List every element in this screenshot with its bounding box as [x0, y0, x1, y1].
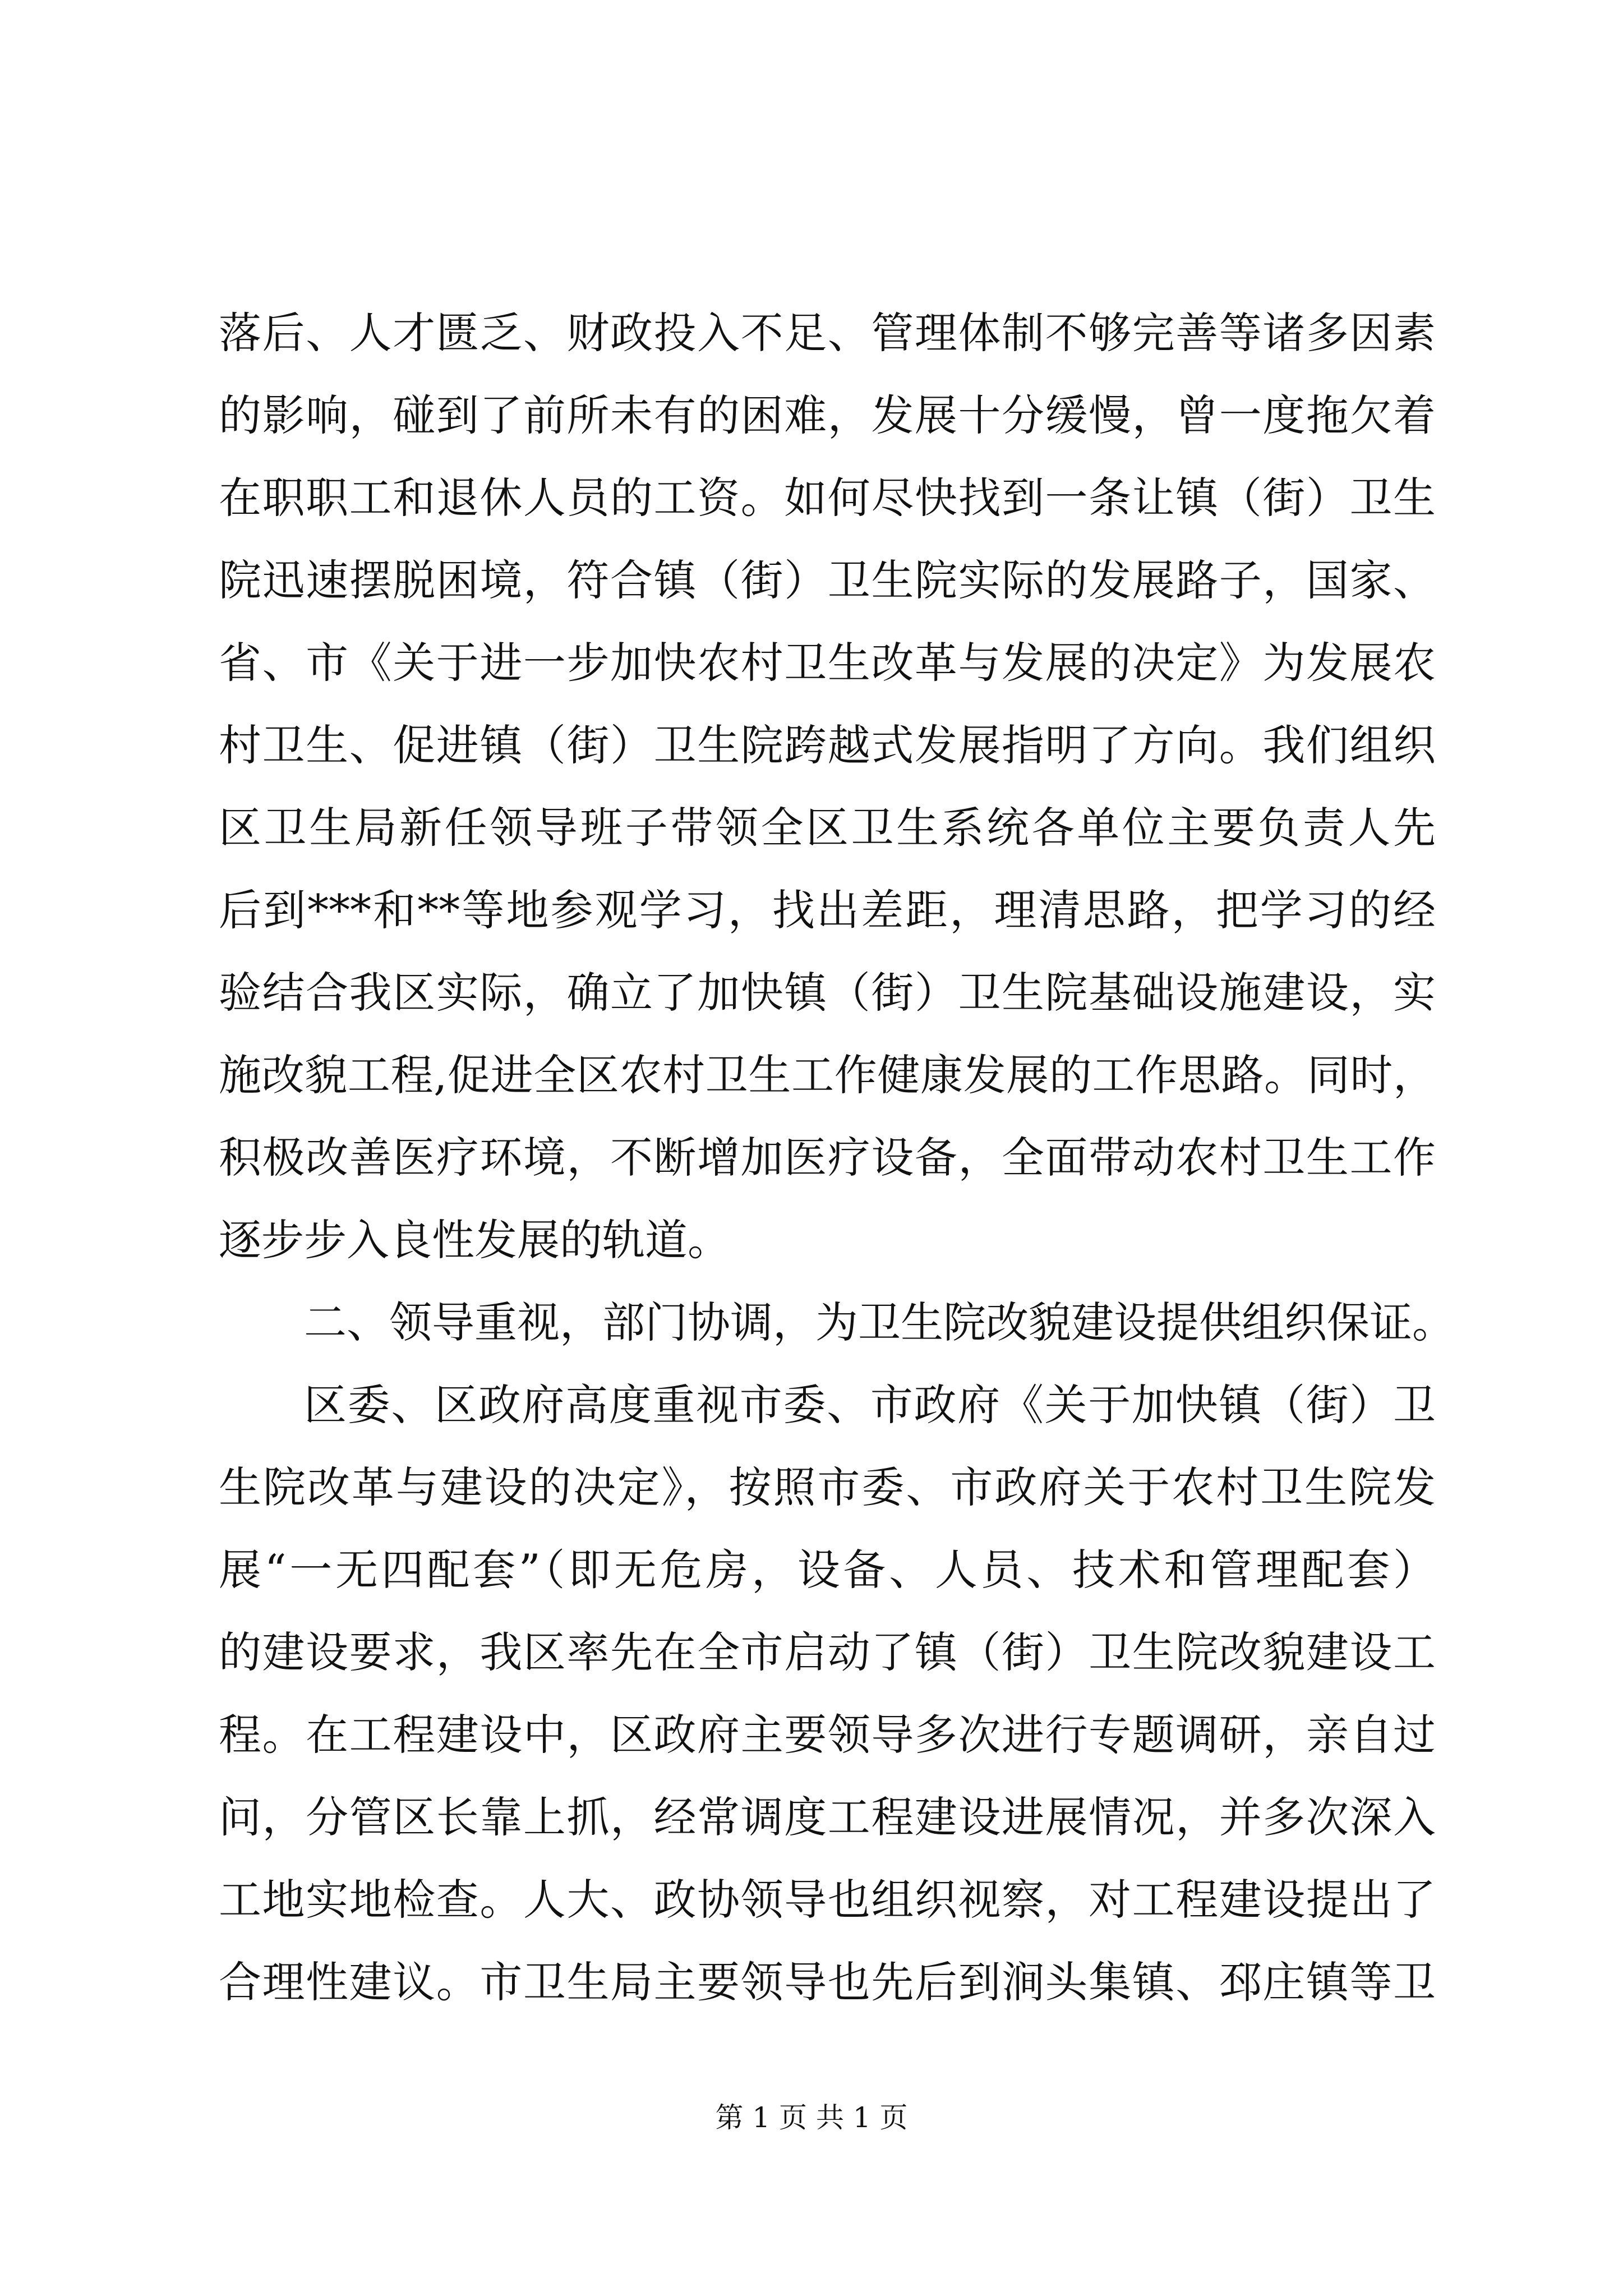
paragraph-line: 积极改善医疗环境，不断增加医疗设备，全面带动农村卫生工作	[219, 1133, 1436, 1182]
paragraph-2	[219, 1364, 1436, 2023]
paragraph-line: 落后、人才匮乏、财政投入不足、管理体制不够完善等诸多因素	[219, 308, 1436, 358]
paragraph-line: 逐步步入良性发展的轨道。	[219, 1215, 730, 1265]
page-number-footer: 第 1 页 共 1 页	[715, 2101, 908, 2134]
paragraph-line: 在职职工和退休人员的工资。如何尽快找到一条让镇（街）卫生	[219, 473, 1436, 523]
paragraph-line: 展“一无四配套”（即无危房，设备、人员、技术和管理配套）	[219, 1545, 1436, 1595]
paragraph-line: 院迅速摆脱困境，符合镇（街）卫生院实际的发展路子，国家、	[219, 555, 1436, 605]
paragraph-line: 生院改革与建设的决定》，按照市委、市政府关于农村卫生院发	[219, 1462, 1436, 1512]
paragraph-line: 的建设要求，我区率先在全市启动了镇（街）卫生院改貌建设工	[219, 1627, 1436, 1677]
paragraph-1	[219, 292, 1436, 1281]
document-body	[219, 292, 1455, 2023]
paragraph-line: 施改貌工程,促进全区农村卫生工作健康发展的工作思路。同时，	[219, 1050, 1436, 1100]
paragraph-line: 区委、区政府高度重视市委、市政府《关于加快镇（街）卫	[304, 1380, 1436, 1430]
paragraph-line: 省、市《关于进一步加快农村卫生改革与发展的决定》为发展农	[219, 638, 1436, 688]
paragraph-line: 的影响，碰到了前所未有的困难，发展十分缓慢，曾一度拖欠着	[219, 390, 1436, 440]
paragraph-line: 后到***和**等地参观学习，找出差距，理清思路，把学习的经	[219, 885, 1436, 935]
paragraph-line: 工地实地检查。人大、政协领导也组织视察，对工程建设提出了	[219, 1875, 1436, 1925]
paragraph-line: 村卫生、促进镇（街）卫生院跨越式发展指明了方向。我们组织	[219, 720, 1436, 770]
paragraph-line: 程。在工程建设中，区政府主要领导多次进行专题调研，亲自过	[219, 1710, 1436, 1760]
paragraph-line: 区卫生局新任领导班子带领全区卫生系统各单位主要负责人先	[219, 803, 1436, 853]
paragraph-line: 合理性建议。市卫生局主要领导也先后到涧头集镇、邳庄镇等卫	[219, 1957, 1436, 2007]
paragraph-line: 验结合我区实际，确立了加快镇（街）卫生院基础设施建设，实	[219, 968, 1436, 1018]
paragraph-line: 问，分管区长靠上抓，经常调度工程建设进展情况，并多次深入	[219, 1792, 1436, 1842]
section-heading: 二、领导重视，部门协调，为卫生院改貌建设提供组织保证。	[304, 1297, 1455, 1347]
